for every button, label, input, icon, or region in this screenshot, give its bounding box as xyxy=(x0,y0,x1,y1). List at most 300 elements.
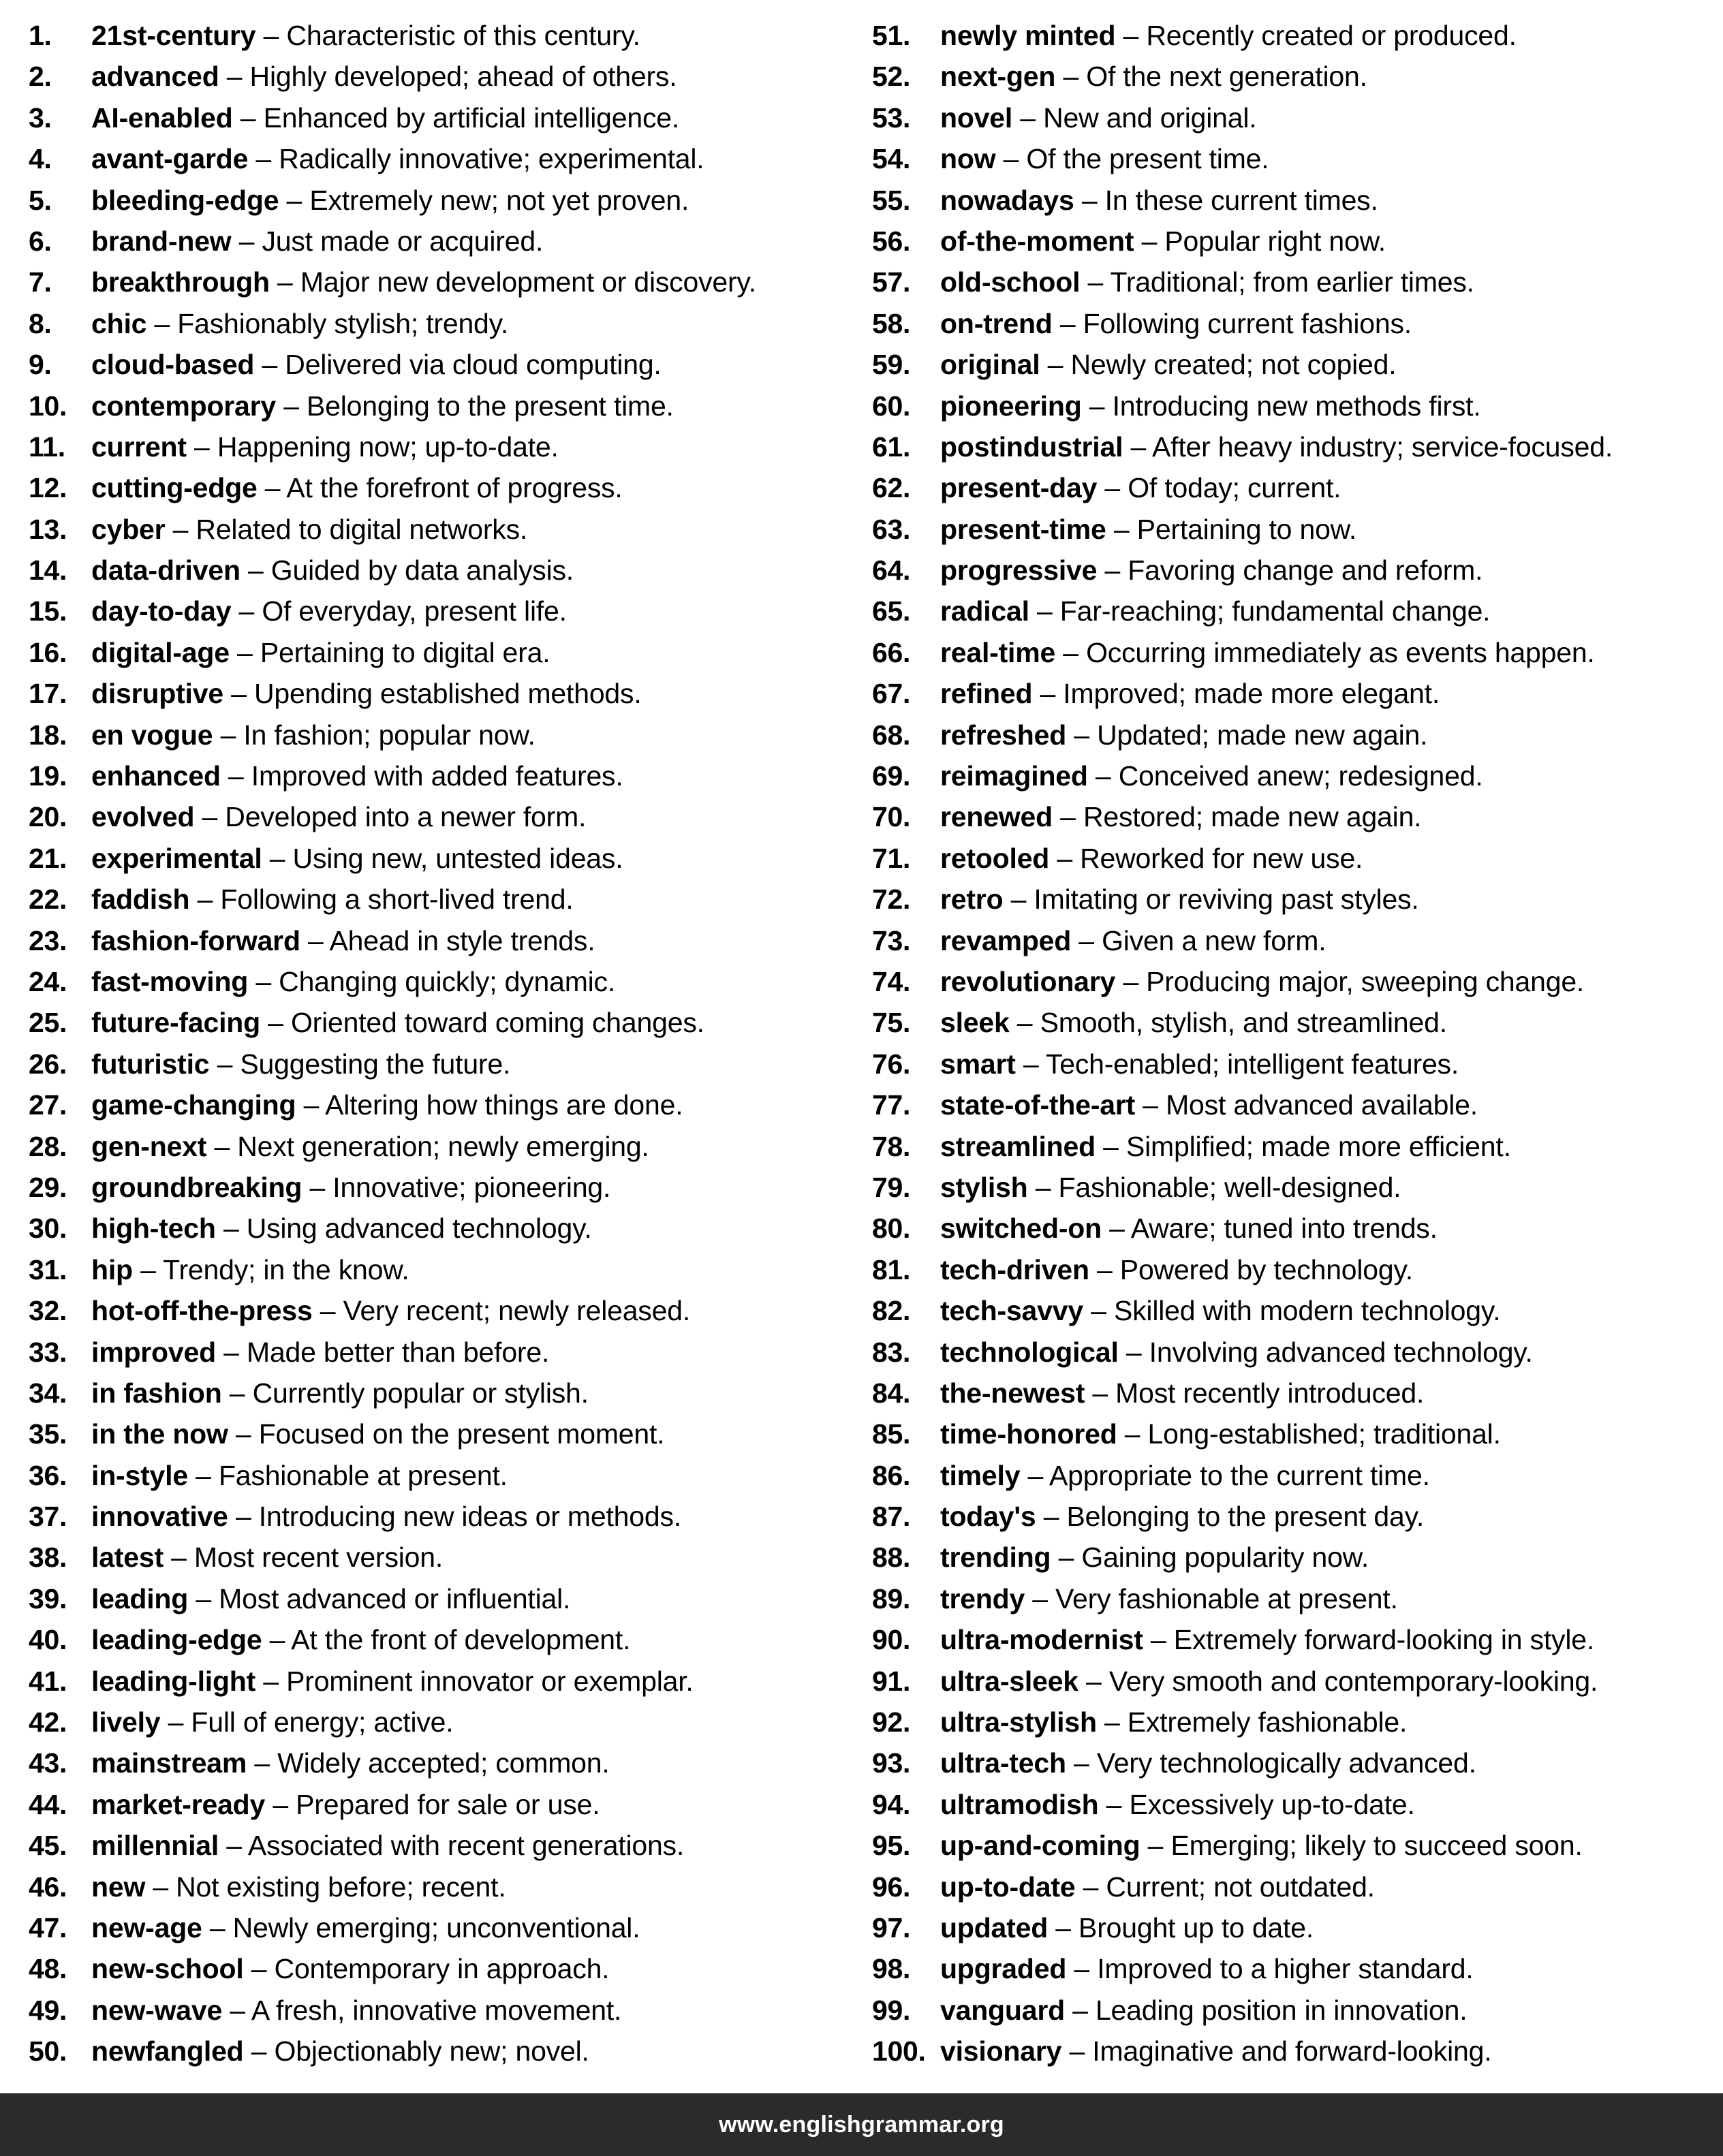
list-item-number: 25. xyxy=(29,1007,67,1039)
list-item-number: 3. xyxy=(29,101,52,134)
list-item-body xyxy=(940,1084,1478,1125)
list-item-number: 67. xyxy=(872,678,911,710)
vocabulary-definition: Improved; made more elegant. xyxy=(1063,678,1440,710)
list-item-number: 85. xyxy=(872,1418,911,1450)
list-item-body xyxy=(940,1702,1407,1743)
list-item-number: 56. xyxy=(872,225,911,257)
term-definition-separator: – xyxy=(1066,719,1098,751)
list-item-number: 21. xyxy=(29,842,67,874)
list-item-number: 28. xyxy=(29,1130,67,1162)
term-definition-separator: – xyxy=(276,390,307,422)
term-definition-separator: – xyxy=(269,266,300,298)
list-item-body xyxy=(91,1167,610,1208)
footer-bar xyxy=(0,2093,1723,2156)
vocabulary-definition: Belonging to the present time. xyxy=(307,390,674,422)
term-definition-separator: – xyxy=(222,1994,251,2026)
list-item-body xyxy=(940,426,1613,467)
list-item xyxy=(872,1743,1716,1783)
vocabulary-definition: Prepared for sale or use. xyxy=(296,1788,600,1820)
list-item xyxy=(872,509,1716,550)
term-definition-separator: – xyxy=(1052,307,1083,339)
list-item-number: 6. xyxy=(29,225,52,257)
list-item-number: 43. xyxy=(29,1747,67,1779)
list-item xyxy=(872,2031,1716,2072)
list-item-body xyxy=(940,509,1356,550)
term-definition-separator: – xyxy=(995,143,1027,175)
list-item-number: 48. xyxy=(29,1953,67,1985)
list-item xyxy=(29,1578,853,1619)
vocabulary-definition: Just made or acquired. xyxy=(262,225,544,257)
list-item-number: 15. xyxy=(29,595,67,627)
vocabulary-term: now xyxy=(940,143,996,175)
list-item-body xyxy=(91,1907,640,1948)
vocabulary-definition: Most advanced available. xyxy=(1166,1089,1478,1121)
list-item-number: 100. xyxy=(872,2035,926,2067)
list-item xyxy=(29,961,853,1002)
term-definition-separator: – xyxy=(1020,1459,1050,1491)
list-column-left xyxy=(0,15,860,2093)
list-item-body xyxy=(940,1496,1424,1537)
list-item xyxy=(872,221,1716,262)
list-item xyxy=(29,1373,853,1413)
vocabulary-definition: Most recent version. xyxy=(193,1542,444,1574)
list-item-body xyxy=(91,1413,664,1454)
term-definition-separator: – xyxy=(1115,965,1147,997)
vocabulary-term: stylish xyxy=(940,1171,1028,1203)
term-definition-separator: – xyxy=(1003,884,1034,916)
list-item xyxy=(872,1208,1716,1249)
vocabulary-term: ultra-tech xyxy=(940,1747,1066,1779)
vocabulary-term: high-tech xyxy=(91,1213,216,1245)
vocabulary-term: chic xyxy=(91,307,147,339)
list-item-number: 26. xyxy=(29,1048,67,1080)
list-item-body xyxy=(91,1948,609,1989)
list-item xyxy=(29,1126,853,1167)
vocabulary-term: sleek xyxy=(940,1007,1010,1039)
list-item-number: 86. xyxy=(872,1459,911,1491)
term-definition-separator: – xyxy=(165,513,196,545)
vocabulary-term: nowadays xyxy=(940,184,1074,216)
vocabulary-term: postindustrial xyxy=(940,431,1123,463)
list-item xyxy=(29,1002,853,1043)
term-definition-separator: – xyxy=(300,924,330,956)
vocabulary-term: leading-edge xyxy=(91,1624,262,1656)
vocabulary-term: present-time xyxy=(940,513,1106,545)
list-item-number: 89. xyxy=(872,1582,911,1614)
list-item xyxy=(29,56,853,97)
list-item-body xyxy=(91,1496,681,1537)
vocabulary-definition: Long-established; traditional. xyxy=(1147,1418,1501,1450)
term-definition-separator: – xyxy=(228,1418,259,1450)
list-item-body xyxy=(940,262,1474,302)
vocabulary-definition: Highly developed; ahead of others. xyxy=(249,61,677,93)
vocabulary-definition: Related to digital networks. xyxy=(196,513,528,545)
vocabulary-definition: Imitating or reviving past styles. xyxy=(1034,884,1419,916)
term-definition-separator: – xyxy=(187,1459,219,1491)
list-item-body xyxy=(940,1866,1375,1907)
list-item-body xyxy=(91,1249,409,1290)
vocabulary-definition: Happening now; up-to-date. xyxy=(217,431,559,463)
vocabulary-definition: A fresh, innovative movement. xyxy=(251,1994,622,2026)
list-item xyxy=(872,1661,1716,1702)
list-item-body xyxy=(91,1084,683,1125)
vocabulary-term: new-wave xyxy=(91,1994,223,2026)
list-item-number: 45. xyxy=(29,1830,67,1862)
list-item-number: 83. xyxy=(872,1336,911,1368)
term-definition-separator: – xyxy=(1048,1911,1079,1943)
vocabulary-definition: Next generation; newly emerging. xyxy=(237,1130,649,1162)
term-definition-separator: – xyxy=(247,1747,278,1779)
list-item xyxy=(872,426,1716,467)
list-item-body xyxy=(940,1044,1459,1084)
list-item-number: 39. xyxy=(29,1582,67,1614)
list-item xyxy=(29,467,853,508)
list-item-number: 90. xyxy=(872,1624,911,1656)
list-item-number: 42. xyxy=(29,1706,67,1738)
vocabulary-term: real-time xyxy=(940,636,1056,668)
vocabulary-definition: Newly emerging; unconventional. xyxy=(232,1911,640,1943)
term-definition-separator: – xyxy=(231,225,262,257)
term-definition-separator: – xyxy=(219,1830,248,1862)
term-definition-separator: – xyxy=(1032,678,1064,710)
vocabulary-definition: Producing major, sweeping change. xyxy=(1146,965,1585,997)
vocabulary-definition: After heavy industry; service-focused. xyxy=(1152,431,1613,463)
list-item xyxy=(29,1496,853,1537)
vocabulary-definition: Using advanced technology. xyxy=(246,1213,592,1245)
vocabulary-definition: Imaginative and forward-looking. xyxy=(1092,2035,1492,2067)
vocabulary-definition: Pertaining to digital era. xyxy=(260,636,550,668)
vocabulary-definition: Fashionable; well-designed. xyxy=(1058,1171,1401,1203)
vocabulary-term: disruptive xyxy=(91,678,223,710)
vocabulary-definition: Trendy; in the know. xyxy=(163,1253,409,1285)
list-item-number: 40. xyxy=(29,1624,67,1656)
list-item-number: 19. xyxy=(29,760,67,792)
term-definition-separator: – xyxy=(1096,1706,1128,1738)
term-definition-separator: – xyxy=(160,1706,191,1738)
term-definition-separator: – xyxy=(1134,225,1165,257)
list-item xyxy=(29,1743,853,1783)
vocabulary-term: fashion-forward xyxy=(91,924,300,956)
list-item xyxy=(872,1413,1716,1454)
vocabulary-term: vanguard xyxy=(940,1994,1065,2026)
list-item-number: 69. xyxy=(872,760,911,792)
list-item xyxy=(29,1290,853,1331)
vocabulary-definition: Very fashionable at present. xyxy=(1055,1582,1398,1614)
list-item-number: 5. xyxy=(29,184,52,216)
list-item xyxy=(872,796,1716,837)
list-item xyxy=(29,1332,853,1373)
list-item-body xyxy=(940,673,1440,714)
list-item-body xyxy=(91,838,623,879)
list-item xyxy=(29,755,853,796)
term-definition-separator: – xyxy=(1098,1788,1130,1820)
vocabulary-definition: Simplified; made more efficient. xyxy=(1126,1130,1511,1162)
vocabulary-term: of-the-moment xyxy=(940,225,1134,257)
vocabulary-definition: Fashionably stylish; trendy. xyxy=(177,307,509,339)
term-definition-separator: – xyxy=(1085,1377,1116,1409)
vocabulary-term: digital-age xyxy=(91,636,230,668)
vocabulary-definition: Using new, untested ideas. xyxy=(292,842,623,874)
term-definition-separator: – xyxy=(132,1253,164,1285)
list-item-number: 96. xyxy=(872,1871,911,1903)
term-definition-separator: – xyxy=(254,349,285,381)
list-item-body xyxy=(91,1825,684,1866)
list-item-number: 31. xyxy=(29,1253,67,1285)
vocabulary-definition: Emerging; likely to succeed soon. xyxy=(1170,1830,1583,1862)
vocabulary-term: in the now xyxy=(91,1418,228,1450)
vocabulary-term: avant-garde xyxy=(91,143,249,175)
term-definition-separator: – xyxy=(189,884,221,916)
list-item-number: 78. xyxy=(872,1130,911,1162)
list-item xyxy=(872,1002,1716,1043)
list-item-number: 55. xyxy=(872,184,911,216)
list-item xyxy=(29,1619,853,1660)
vocabulary-definition: Newly created; not copied. xyxy=(1070,349,1397,381)
list-item xyxy=(872,1373,1716,1413)
list-item-number: 91. xyxy=(872,1665,911,1697)
vocabulary-term: in-style xyxy=(91,1459,188,1491)
vocabulary-term: smart xyxy=(940,1048,1016,1080)
list-item-number: 10. xyxy=(29,390,67,422)
vocabulary-term: retro xyxy=(940,884,1004,916)
list-item-body xyxy=(940,1907,1314,1948)
list-item-number: 24. xyxy=(29,965,67,997)
list-item-number: 49. xyxy=(29,1994,67,2026)
list-item-number: 59. xyxy=(872,349,911,381)
vocabulary-definition: Brought up to date. xyxy=(1078,1911,1314,1943)
vocabulary-definition: Currently popular or stylish. xyxy=(252,1377,589,1409)
term-definition-separator: – xyxy=(231,595,262,627)
vocabulary-definition: Tech-enabled; intelligent features. xyxy=(1045,1048,1459,1080)
vocabulary-definition: Pertaining to now. xyxy=(1136,513,1357,545)
vocabulary-definition: Full of energy; active. xyxy=(191,1706,454,1738)
list-item xyxy=(29,1661,853,1702)
list-item xyxy=(29,1413,853,1454)
list-item xyxy=(872,1784,1716,1825)
list-item-body xyxy=(91,15,640,56)
list-item-body xyxy=(940,1373,1424,1413)
vocabulary-term: progressive xyxy=(940,554,1098,587)
list-item-number: 27. xyxy=(29,1089,67,1121)
list-item-body xyxy=(940,138,1269,179)
list-item-body xyxy=(940,56,1367,97)
vocabulary-definition: Objectionably new; novel. xyxy=(274,2035,589,2067)
list-item xyxy=(29,138,853,179)
list-item xyxy=(872,138,1716,179)
list-item xyxy=(29,97,853,138)
vocabulary-definition: Associated with recent generations. xyxy=(247,1830,685,1862)
vocabulary-definition: Upending established methods. xyxy=(253,678,642,710)
vocabulary-term: innovative xyxy=(91,1501,228,1533)
vocabulary-term: cyber xyxy=(91,513,166,545)
vocabulary-term: ultramodish xyxy=(940,1788,1099,1820)
term-definition-separator: – xyxy=(1106,513,1137,545)
list-item-body xyxy=(91,961,615,1002)
term-definition-separator: – xyxy=(220,760,251,792)
list-item-number: 68. xyxy=(872,719,911,751)
vocabulary-term: newfangled xyxy=(91,2035,244,2067)
list-item-number: 35. xyxy=(29,1418,67,1450)
list-item xyxy=(872,550,1716,591)
term-definition-separator: – xyxy=(1095,1130,1126,1162)
term-definition-separator: – xyxy=(1097,472,1128,504)
list-item-body xyxy=(940,1208,1438,1249)
vocabulary-term: experimental xyxy=(91,842,262,874)
term-definition-separator: – xyxy=(243,2035,275,2067)
list-item-body xyxy=(91,426,559,467)
vocabulary-term: cloud-based xyxy=(91,349,255,381)
vocabulary-term: day-to-day xyxy=(91,595,232,627)
list-item-body xyxy=(940,1743,1476,1783)
list-item-body xyxy=(940,1784,1415,1825)
list-item-body xyxy=(940,632,1595,673)
list-item xyxy=(29,509,853,550)
vocabulary-term: game-changing xyxy=(91,1089,296,1121)
term-definition-separator: – xyxy=(1012,101,1044,134)
list-item-number: 52. xyxy=(872,61,911,93)
vocabulary-term: ultra-modernist xyxy=(940,1624,1143,1656)
list-item-body xyxy=(91,386,674,426)
vocabulary-term: newly minted xyxy=(940,20,1116,51)
list-item-number: 32. xyxy=(29,1295,67,1327)
term-definition-separator: – xyxy=(163,1542,194,1574)
list-item xyxy=(29,1455,853,1496)
list-item-body xyxy=(940,303,1412,344)
list-item xyxy=(872,56,1716,97)
list-item-number: 84. xyxy=(872,1377,911,1409)
list-item-body xyxy=(940,961,1584,1002)
vocabulary-term: leading-light xyxy=(91,1665,256,1697)
list-item-body xyxy=(91,1332,549,1373)
vocabulary-term: lively xyxy=(91,1706,161,1738)
list-item-number: 2. xyxy=(29,61,52,93)
list-item-number: 47. xyxy=(29,1911,67,1943)
vocabulary-term: latest xyxy=(91,1542,164,1574)
vocabulary-definition: Suggesting the future. xyxy=(240,1048,511,1080)
term-definition-separator: – xyxy=(1061,2035,1093,2067)
vocabulary-term: data-driven xyxy=(91,554,240,587)
list-item xyxy=(872,879,1716,920)
list-item xyxy=(29,879,853,920)
list-item-number: 73. xyxy=(872,924,911,956)
term-definition-separator: – xyxy=(243,1953,275,1985)
term-definition-separator: – xyxy=(1049,842,1081,874)
vocabulary-term: visionary xyxy=(940,2035,1062,2067)
vocabulary-term: old-school xyxy=(940,266,1081,298)
list-item-number: 46. xyxy=(29,1871,67,1903)
vocabulary-term: market-ready xyxy=(91,1788,266,1820)
vocabulary-definition: Excessively up-to-date. xyxy=(1129,1788,1415,1820)
list-item xyxy=(29,1784,853,1825)
list-item xyxy=(872,715,1716,755)
vocabulary-term: reimagined xyxy=(940,760,1088,792)
list-item-body xyxy=(91,755,623,796)
list-item-number: 17. xyxy=(29,678,67,710)
list-item xyxy=(29,344,853,385)
list-item-body xyxy=(940,2031,1491,2072)
list-item xyxy=(872,838,1716,879)
vocabulary-definition: Belonging to the present day. xyxy=(1066,1501,1425,1533)
list-item-body xyxy=(940,1825,1583,1866)
vocabulary-definition: Reworked for new use. xyxy=(1080,842,1363,874)
term-definition-separator: – xyxy=(221,1377,253,1409)
vocabulary-term: improved xyxy=(91,1336,216,1368)
vocabulary-term: present-day xyxy=(940,472,1098,504)
list-item-body xyxy=(91,1208,592,1249)
term-definition-separator: – xyxy=(1123,431,1152,463)
list-item xyxy=(29,15,853,56)
vocabulary-term: faddish xyxy=(91,884,190,916)
term-definition-separator: – xyxy=(1083,1295,1114,1327)
vocabulary-term: evolved xyxy=(91,801,195,833)
term-definition-separator: – xyxy=(1115,20,1147,51)
list-item-body xyxy=(91,1743,610,1783)
term-definition-separator: – xyxy=(1052,801,1083,833)
list-item-number: 4. xyxy=(29,143,52,175)
list-item xyxy=(872,920,1716,961)
list-item-number: 29. xyxy=(29,1171,67,1203)
term-definition-separator: – xyxy=(1055,61,1087,93)
list-item-body xyxy=(91,56,677,97)
list-item xyxy=(29,1948,853,1989)
vocabulary-definition: Powered by technology. xyxy=(1119,1253,1413,1285)
list-item-number: 71. xyxy=(872,842,911,874)
term-definition-separator: – xyxy=(206,1130,238,1162)
term-definition-separator: – xyxy=(1066,1747,1097,1779)
list-item-number: 70. xyxy=(872,801,911,833)
term-definition-separator: – xyxy=(1143,1624,1174,1656)
vocabulary-definition: Introducing new ideas or methods. xyxy=(258,1501,681,1533)
list-item-body xyxy=(91,715,535,755)
list-item xyxy=(872,1044,1716,1084)
term-definition-separator: – xyxy=(262,842,293,874)
vocabulary-definition: Of everyday, present life. xyxy=(262,595,567,627)
list-item-number: 23. xyxy=(29,924,67,956)
vocabulary-term: future-facing xyxy=(91,1007,260,1039)
list-item xyxy=(872,1455,1716,1496)
list-item-number: 88. xyxy=(872,1542,911,1574)
list-item xyxy=(872,1578,1716,1619)
vocabulary-term: mainstream xyxy=(91,1747,247,1779)
term-definition-separator: – xyxy=(1015,1048,1046,1080)
term-definition-separator: – xyxy=(1097,554,1128,587)
term-definition-separator: – xyxy=(296,1089,326,1121)
vocabulary-term: tech-savvy xyxy=(940,1295,1083,1327)
vocabulary-definition: Fashionable at present. xyxy=(218,1459,508,1491)
vocabulary-term: up-to-date xyxy=(940,1871,1076,1903)
list-item-number: 1. xyxy=(29,20,52,51)
term-definition-separator: – xyxy=(302,1171,333,1203)
vocabulary-definition: Focused on the present moment. xyxy=(258,1418,665,1450)
list-item-body xyxy=(940,715,1427,755)
list-item-number: 74. xyxy=(872,965,911,997)
vocabulary-definition: Delivered via cloud computing. xyxy=(285,349,662,381)
vocabulary-term: en vogue xyxy=(91,719,213,751)
list-item-body xyxy=(91,303,508,344)
list-item-body xyxy=(940,755,1483,796)
term-definition-separator: – xyxy=(1036,1501,1067,1533)
term-definition-separator: – xyxy=(202,1911,233,1943)
list-item-number: 58. xyxy=(872,307,911,339)
list-item-number: 22. xyxy=(29,884,67,916)
list-item-number: 18. xyxy=(29,719,67,751)
list-item-number: 98. xyxy=(872,1953,911,1985)
term-definition-separator: – xyxy=(1087,760,1119,792)
list-item xyxy=(872,961,1716,1002)
list-item-body xyxy=(91,97,679,138)
list-item-number: 57. xyxy=(872,266,911,298)
list-item-number: 53. xyxy=(872,101,911,134)
